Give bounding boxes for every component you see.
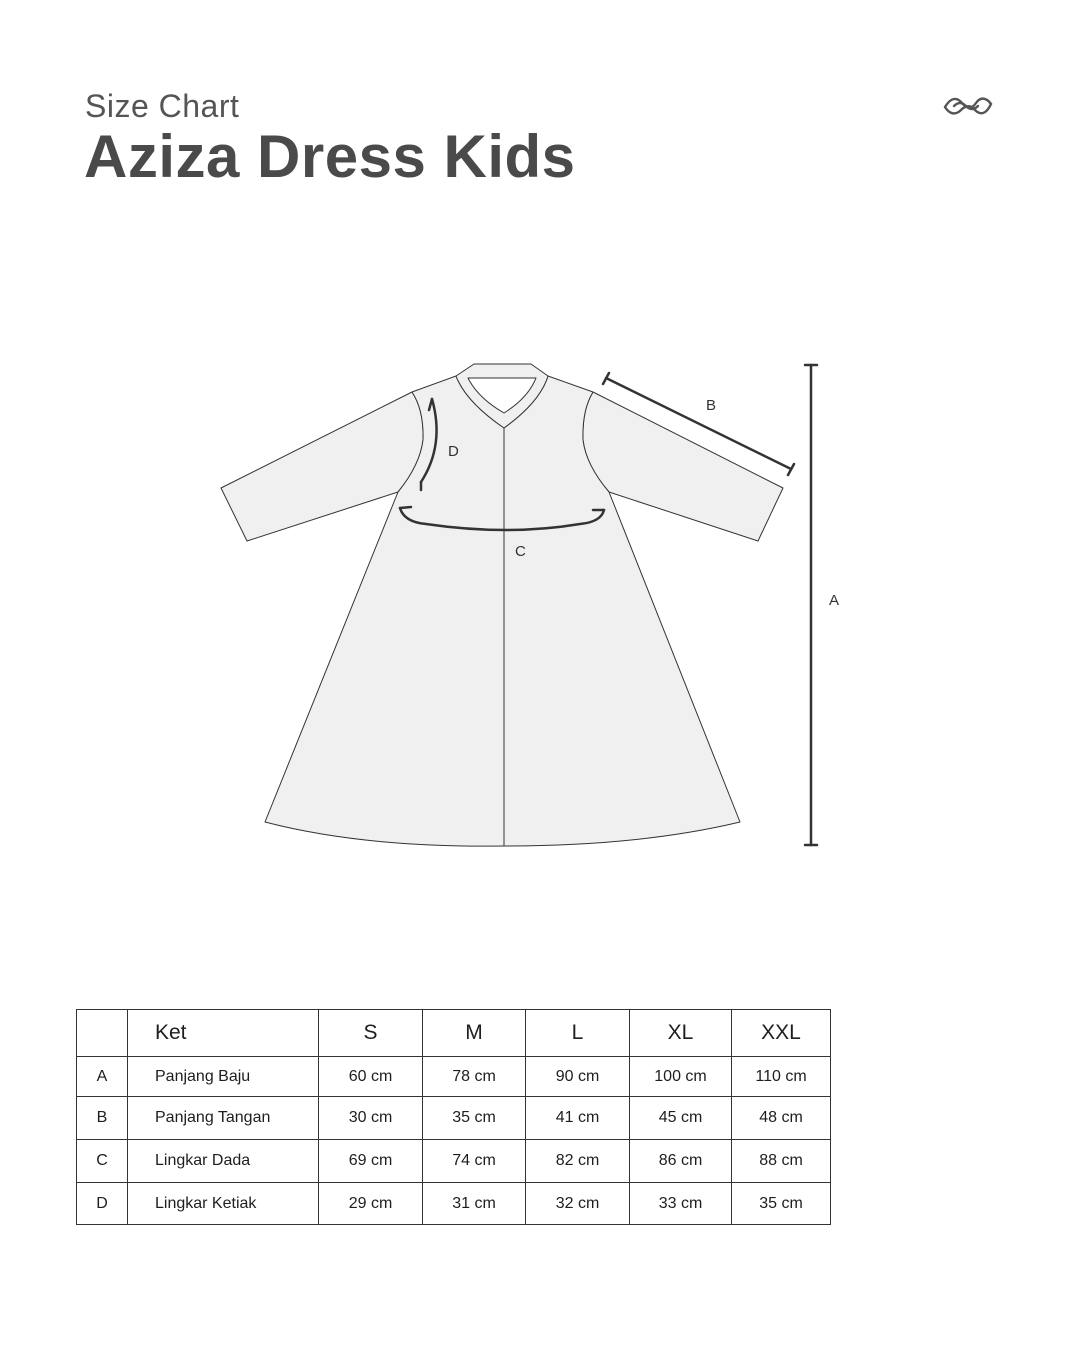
header-size-l: L (526, 1010, 630, 1057)
cell-value: 41 cm (526, 1097, 630, 1140)
label-c: C (515, 543, 526, 560)
cell-value: 110 cm (732, 1057, 831, 1097)
table-row (77, 1140, 831, 1183)
header-size-xl: XL (630, 1010, 732, 1057)
cell-value: 82 cm (526, 1140, 630, 1183)
header-size-xxl: XXL (732, 1010, 831, 1057)
table-header-row (77, 1010, 831, 1057)
table-row (77, 1183, 831, 1225)
cell-value: 29 cm (319, 1183, 423, 1225)
row-description: Panjang Tangan (128, 1097, 319, 1140)
header-size-m: M (423, 1010, 526, 1057)
cell-value: 33 cm (630, 1183, 732, 1225)
cell-value: 30 cm (319, 1097, 423, 1140)
row-description: Lingkar Ketiak (128, 1183, 319, 1225)
cell-value: 88 cm (732, 1140, 831, 1183)
row-description: Panjang Baju (128, 1057, 319, 1097)
cell-value: 78 cm (423, 1057, 526, 1097)
size-table (76, 1009, 831, 1225)
row-code: C (77, 1140, 128, 1183)
page-title: Aziza Dress Kids (84, 123, 576, 190)
row-code: D (77, 1183, 128, 1225)
cell-value: 45 cm (630, 1097, 732, 1140)
measure-b-end-cap (788, 464, 794, 475)
header-ket: Ket (128, 1010, 319, 1057)
cell-value: 60 cm (319, 1057, 423, 1097)
dress-illustration (221, 364, 783, 846)
cell-value: 74 cm (423, 1140, 526, 1183)
cell-value: 69 cm (319, 1140, 423, 1183)
row-code: B (77, 1097, 128, 1140)
cell-value: 31 cm (423, 1183, 526, 1225)
cell-value: 100 cm (630, 1057, 732, 1097)
row-code: A (77, 1057, 128, 1097)
table-row (77, 1097, 831, 1140)
cell-value: 86 cm (630, 1140, 732, 1183)
header-size-s: S (319, 1010, 423, 1057)
label-d: D (448, 443, 459, 460)
cell-value: 90 cm (526, 1057, 630, 1097)
label-b: B (706, 397, 717, 414)
row-description: Lingkar Dada (128, 1140, 319, 1183)
measure-c-left-tick (400, 507, 411, 508)
cell-value: 48 cm (732, 1097, 831, 1140)
cell-value: 35 cm (423, 1097, 526, 1140)
table-row (77, 1057, 831, 1097)
label-a: A (829, 592, 840, 609)
cell-value: 32 cm (526, 1183, 630, 1225)
size-chart-subtitle: Size Chart (85, 88, 240, 124)
cell-value: 35 cm (732, 1183, 831, 1225)
header-blank (77, 1010, 128, 1057)
